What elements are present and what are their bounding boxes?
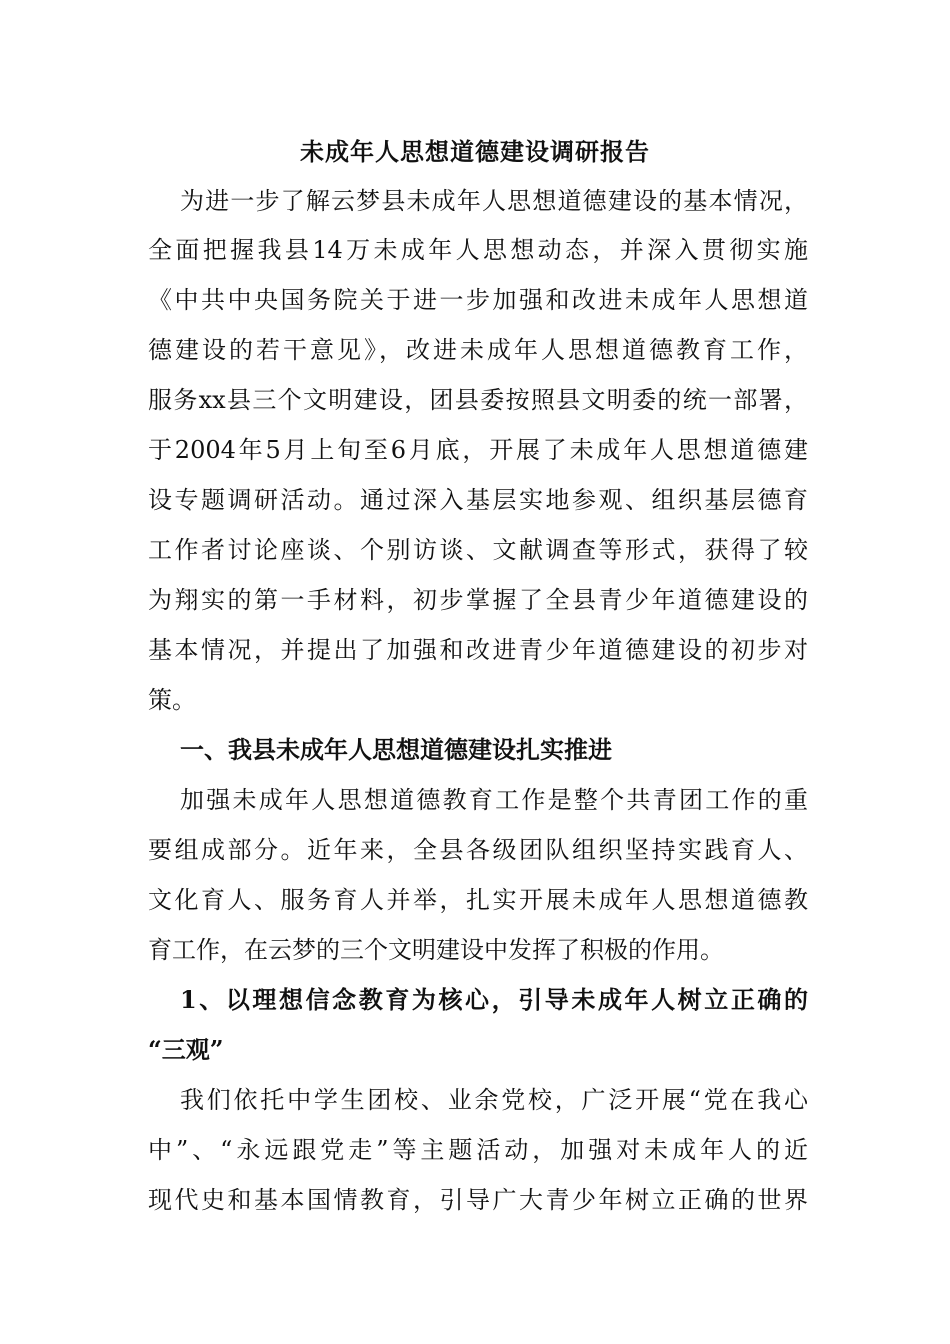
paragraph-line: 《中共中央国务院关于进一步加强和改进未成年人思想道	[148, 286, 808, 314]
paragraph-line: 为翔实的第一手材料，初步掌握了全县青少年道德建设的	[148, 586, 808, 614]
paragraph-line: 要组成部分。近年来，全县各级团队组织坚持实践育人、	[148, 836, 808, 864]
paragraph-line: 工作者讨论座谈、个别访谈、文献调查等形式，获得了较	[148, 536, 808, 564]
paragraph-line: 我们依托中学生团校、业余党校，广泛开展“党在我心	[180, 1086, 808, 1114]
paragraph-line: 中”、“永远跟党走”等主题活动，加强对未成年人的近	[148, 1136, 808, 1164]
section-heading: 一、我县未成年人思想道德建设扎实推进	[180, 735, 612, 764]
paragraph-line: 策。	[148, 686, 196, 714]
paragraph-line: 设专题调研活动。通过深入基层实地参观、组织基层德育	[148, 486, 808, 514]
paragraph-line: 全面把握我县14万未成年人思想动态，并深入贯彻实施	[148, 236, 808, 264]
paragraph-line: 文化育人、服务育人并举，扎实开展未成年人思想道德教	[148, 886, 808, 914]
paragraph-line: 基本情况，并提出了加强和改进青少年道德建设的初步对	[148, 636, 808, 664]
paragraph-line: 育工作，在云梦的三个文明建设中发挥了积极的作用。	[148, 936, 724, 964]
paragraph-line: 现代史和基本国情教育，引导广大青少年树立正确的世界	[148, 1186, 808, 1214]
paragraph-line: 德建设的若干意见》，改进未成年人思想道德教育工作，	[148, 336, 808, 364]
subsection-heading: 1、以理想信念教育为核心，引导未成年人树立正确的	[180, 985, 808, 1014]
paragraph-line: 加强未成年人思想道德教育工作是整个共青团工作的重	[180, 786, 808, 814]
subsection-heading: “三观”	[148, 1035, 224, 1064]
paragraph-line: 于2004年5月上旬至6月底，开展了未成年人思想道德建	[148, 436, 808, 464]
document-title: 未成年人思想道德建设调研报告	[300, 137, 650, 166]
paragraph-line: 服务xx县三个文明建设，团县委按照县文明委的统一部署，	[148, 386, 808, 414]
paragraph-line: 为进一步了解云梦县未成年人思想道德建设的基本情况，	[180, 187, 808, 215]
